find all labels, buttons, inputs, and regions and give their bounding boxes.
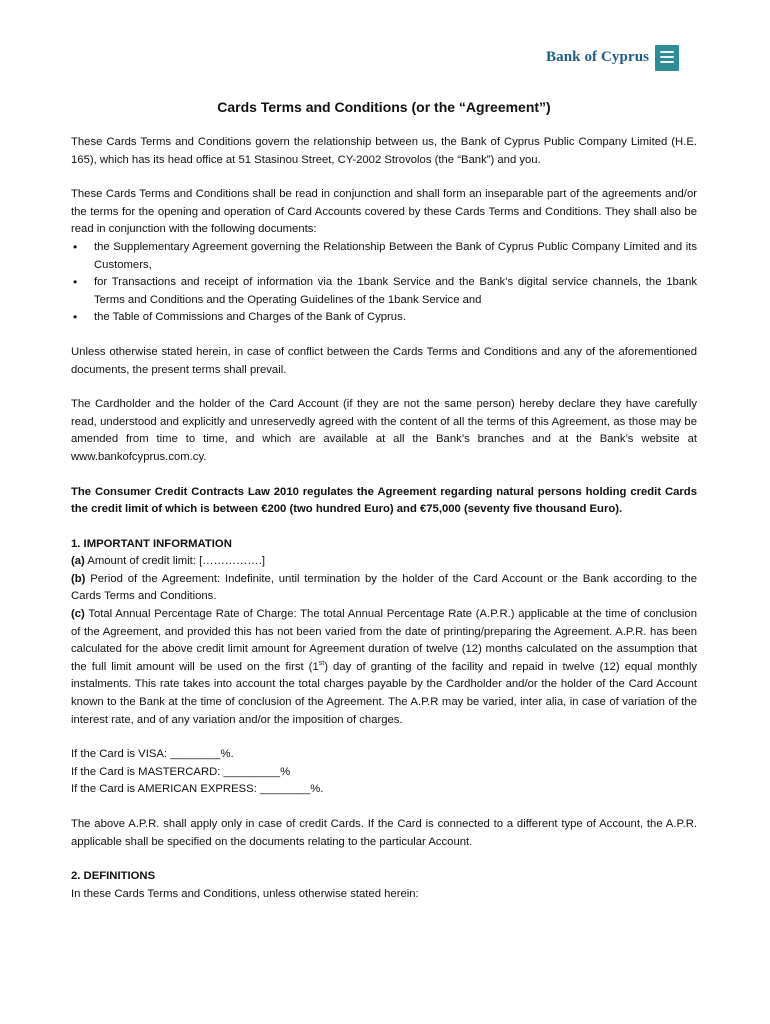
list-item: • the Table of Commissions and Charges of the Bank of Cyprus. — [71, 309, 697, 327]
apr-note-paragraph: The above A.P.R. shall apply only in case of credit Cards. If the Card is connected to a different type of Account, the A.P.R. applicable shall be specified on the documents relating to the particular Account. — [71, 818, 697, 848]
item-b — [71, 571, 697, 606]
item-c-label: (c) — [71, 608, 85, 621]
list-item: • for Transactions and receipt of information via the 1bank Service and the Bank’s digital service channels, the 1bank Terms and Conditions and the Operating Guidelines of the 1bank Service and — [71, 274, 697, 309]
list-item: • the Supplementary Agreement governing the Relationship Between the Bank of Cyprus Public Company Limited and its Customers, — [71, 239, 697, 274]
apr-blanks — [71, 746, 697, 799]
apr-amex: If the Card is AMERICAN EXPRESS: ________%. — [71, 783, 324, 796]
document-body — [71, 97, 697, 903]
apr-mastercard: If the Card is MASTERCARD: _________% — [71, 765, 291, 778]
intro-paragraph-1: These Cards Terms and Conditions govern the relationship between us, the Bank of Cyprus Public Company Limited (H.E. 165), which has its head office at 51 Stasinou Street, CY-2002 Strovolos (the “Bank”) and you. — [71, 136, 697, 166]
intro-paragraph-2: These Cards Terms and Conditions shall be read in conjunction and shall form an inseparable part of the agreements and/or the terms for the opening and operation of Card Accounts covered by these Cards Terms and Conditions. They shall also be read in conjunction with the following documents: — [71, 188, 697, 236]
item-c-superscript: st — [318, 660, 325, 668]
section-2-title: 2. DEFINITIONS — [71, 870, 156, 883]
section-2-intro: In these Cards Terms and Conditions, unless otherwise stated herein: — [71, 887, 419, 900]
consumer-credit-paragraph: The Consumer Credit Contracts Law 2010 regulates the Agreement regarding natural persons holding credit Cards the credit limit of which is between €200 (two hundred Euro) and €75,000 (seventy five thousand Euro). — [71, 485, 697, 516]
item-a — [71, 553, 697, 571]
item-a-text: Amount of credit limit: […………….] — [84, 555, 265, 568]
declaration-paragraph: The Cardholder and the holder of the Card Account (if they are not the same person) hereby declare they have carefully read, understood and explicitly and unreservedly agreed with the content of all the terms of this Agreement, as those may be amended from time to time, and which are available at all the Bank’s branches and at the Bank’s website at www.bankofcyprus.com.cy. — [71, 398, 697, 463]
section-important-information — [71, 536, 697, 730]
documents-list — [71, 239, 697, 327]
item-c-text-2: ) day of granting of the facility and repaid in twelve (12) equal monthly instalments. This rate takes into account the total charges payable by the Cardholder and/or the holder of the Card Account known to the Bank at the time of conclusion of the Agreement. The A.P.R may be varied, inter alia, in case of variation of the interest rate, and of any variation and/or the imposition of charges. — [71, 660, 697, 726]
bank-of-cyprus-mark-icon — [655, 45, 679, 71]
item-a-label: (a) — [71, 555, 85, 568]
item-c — [71, 606, 697, 729]
conflict-paragraph: Unless otherwise stated herein, in case of conflict between the Cards Terms and Conditions and any of the aforementioned documents, the present terms shall prevail. — [71, 345, 697, 376]
apr-visa: If the Card is VISA: ________%. — [71, 748, 234, 761]
section-1-title: 1. IMPORTANT INFORMATION — [71, 537, 232, 550]
document-title: Cards Terms and Conditions (or the “Agreement”) — [217, 99, 551, 115]
item-b-label: (b) — [71, 572, 86, 585]
item-c-text-1: Total Annual Percentage Rate of Charge: The total Annual Percentage Rate (A.P.R.) applicable at the time of conclusion of the Agreement, and provided this has not been varied from the date of printing/preparing the Agreement. A.P.R. has been calculated for the above credit limit amount for Agreement duration of twelve (12) months calculated on the assumption that the full limit amount will be used on the first (1 — [71, 608, 697, 673]
item-b-text: Period of the Agreement: Indefinite, until termination by the holder of the Card Account or the Bank according to the Cards Terms and Conditions. — [71, 572, 697, 603]
logo-text: Bank of Cyprus — [546, 49, 650, 66]
bank-logo — [546, 45, 679, 71]
